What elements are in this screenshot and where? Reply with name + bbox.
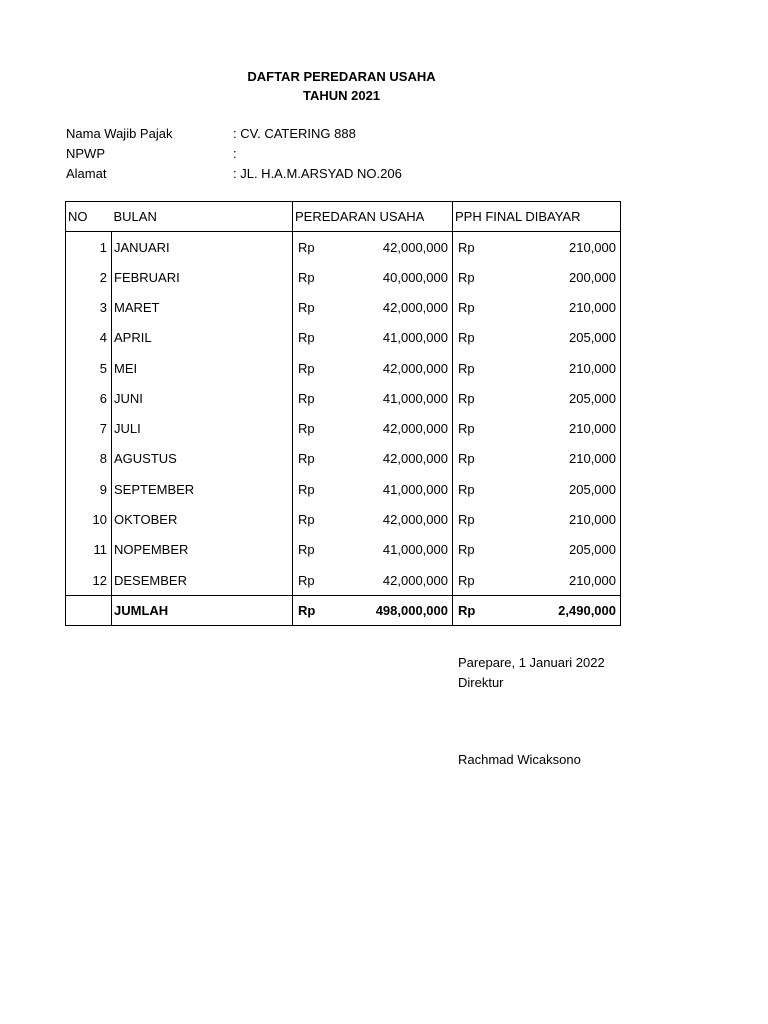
row-pph-cell bbox=[453, 383, 621, 413]
total-pph-cell bbox=[453, 596, 621, 626]
row-peredaran-cell bbox=[293, 413, 453, 443]
row-pph-cell bbox=[453, 413, 621, 443]
row-no: 10 bbox=[92, 512, 107, 528]
currency-label: Rp bbox=[298, 542, 315, 558]
table-row bbox=[66, 232, 621, 263]
row-pph-cell bbox=[453, 292, 621, 322]
row-month: SEPTEMBER bbox=[112, 474, 293, 504]
table-row bbox=[66, 413, 621, 443]
row-peredaran-cell bbox=[293, 262, 453, 292]
row-peredaran: 42,000,000 bbox=[382, 512, 448, 528]
total-label: JUMLAH bbox=[112, 596, 293, 626]
currency-label: Rp bbox=[298, 451, 315, 467]
row-peredaran-cell bbox=[293, 353, 453, 383]
currency-label: Rp bbox=[458, 572, 475, 588]
row-month: DESEMBER bbox=[112, 565, 293, 596]
row-peredaran-cell bbox=[293, 383, 453, 413]
currency-label: Rp bbox=[298, 481, 315, 497]
total-peredaran: 498,000,000 bbox=[375, 603, 448, 619]
row-peredaran: 40,000,000 bbox=[382, 269, 448, 285]
currency-label: Rp bbox=[298, 603, 316, 619]
row-peredaran-cell bbox=[293, 323, 453, 353]
table-row bbox=[66, 474, 621, 504]
row-peredaran-cell bbox=[293, 474, 453, 504]
row-peredaran: 41,000,000 bbox=[382, 330, 448, 346]
row-peredaran: 42,000,000 bbox=[382, 421, 448, 437]
row-pph: 210,000 bbox=[569, 572, 616, 588]
currency-label: Rp bbox=[298, 390, 315, 406]
row-no: 1 bbox=[99, 240, 107, 255]
row-pph: 210,000 bbox=[569, 299, 616, 315]
currency-label: Rp bbox=[298, 269, 315, 285]
row-no: 4 bbox=[99, 330, 107, 346]
currency-label: Rp bbox=[298, 240, 315, 255]
row-pph: 210,000 bbox=[569, 360, 616, 376]
row-pph-cell bbox=[453, 474, 621, 504]
header-peredaran: PEREDARAN USAHA bbox=[293, 202, 453, 232]
row-pph: 205,000 bbox=[569, 542, 616, 558]
currency-label: Rp bbox=[298, 299, 315, 315]
row-peredaran: 42,000,000 bbox=[382, 572, 448, 588]
table-row bbox=[66, 383, 621, 413]
row-peredaran-cell bbox=[293, 565, 453, 596]
currency-label: Rp bbox=[458, 481, 475, 497]
row-pph-cell bbox=[453, 232, 621, 263]
row-peredaran: 41,000,000 bbox=[382, 481, 448, 497]
row-no: 6 bbox=[99, 390, 107, 406]
signature-place-date: Parepare, 1 Januari 2022 bbox=[458, 655, 605, 670]
row-pph: 205,000 bbox=[569, 330, 616, 346]
row-no: 7 bbox=[99, 421, 107, 437]
row-pph-cell bbox=[453, 444, 621, 474]
row-peredaran: 42,000,000 bbox=[382, 451, 448, 467]
table-row bbox=[66, 262, 621, 292]
row-pph-cell bbox=[453, 323, 621, 353]
row-pph-cell bbox=[453, 262, 621, 292]
currency-label: Rp bbox=[298, 421, 315, 437]
signature-position: Direktur bbox=[458, 675, 504, 690]
row-no: 2 bbox=[99, 269, 107, 285]
row-peredaran-cell bbox=[293, 535, 453, 565]
table-row bbox=[66, 323, 621, 353]
row-peredaran: 42,000,000 bbox=[382, 360, 448, 376]
header-pph: PPH FINAL DIBAYAR bbox=[453, 202, 621, 232]
row-pph-cell bbox=[453, 353, 621, 383]
currency-label: Rp bbox=[458, 240, 475, 255]
row-month: MARET bbox=[112, 292, 293, 322]
header-no: NO bbox=[66, 202, 112, 232]
currency-label: Rp bbox=[458, 390, 475, 406]
row-no: 3 bbox=[99, 299, 107, 315]
currency-label: Rp bbox=[458, 603, 476, 619]
table-row bbox=[66, 444, 621, 474]
row-month: JULI bbox=[112, 413, 293, 443]
row-peredaran: 41,000,000 bbox=[382, 390, 448, 406]
row-month: APRIL bbox=[112, 323, 293, 353]
currency-label: Rp bbox=[298, 360, 315, 376]
currency-label: Rp bbox=[458, 512, 475, 528]
currency-label: Rp bbox=[458, 451, 475, 467]
row-no: 11 bbox=[93, 542, 107, 558]
currency-label: Rp bbox=[458, 421, 475, 437]
row-peredaran-cell bbox=[293, 232, 453, 263]
row-pph-cell bbox=[453, 504, 621, 534]
currency-label: Rp bbox=[458, 299, 475, 315]
total-pph: 2,490,000 bbox=[558, 603, 616, 619]
row-month: JANUARI bbox=[112, 232, 293, 263]
row-peredaran: 42,000,000 bbox=[382, 299, 448, 315]
table-row bbox=[66, 535, 621, 565]
total-peredaran-cell bbox=[293, 596, 453, 626]
row-month: JUNI bbox=[112, 383, 293, 413]
row-pph-cell bbox=[453, 535, 621, 565]
document-title: DAFTAR PEREDARAN USAHA bbox=[247, 69, 436, 84]
table-row bbox=[66, 504, 621, 534]
row-no: 5 bbox=[99, 360, 107, 376]
signature-name: Rachmad Wicaksono bbox=[458, 752, 581, 767]
row-pph: 205,000 bbox=[569, 481, 616, 497]
currency-label: Rp bbox=[298, 512, 315, 528]
row-peredaran-cell bbox=[293, 444, 453, 474]
turnover-table bbox=[65, 201, 621, 626]
info-value: : bbox=[233, 146, 237, 161]
table-row bbox=[66, 353, 621, 383]
info-value: : JL. H.A.M.ARSYAD NO.206 bbox=[233, 166, 402, 181]
currency-label: Rp bbox=[458, 360, 475, 376]
row-no: 8 bbox=[99, 451, 107, 467]
total-row bbox=[66, 596, 621, 626]
table-row bbox=[66, 565, 621, 596]
table-header-row bbox=[66, 202, 621, 232]
row-pph: 210,000 bbox=[569, 451, 616, 467]
info-label: Nama Wajib Pajak bbox=[66, 126, 173, 141]
document-year: TAHUN 2021 bbox=[302, 88, 381, 103]
info-label: Alamat bbox=[66, 166, 107, 181]
row-month: OKTOBER bbox=[112, 504, 293, 534]
row-pph-cell bbox=[453, 565, 621, 596]
row-pph: 205,000 bbox=[569, 390, 616, 406]
row-no: 12 bbox=[92, 572, 107, 588]
currency-label: Rp bbox=[458, 269, 475, 285]
currency-label: Rp bbox=[298, 572, 315, 588]
row-month: FEBRUARI bbox=[112, 262, 293, 292]
info-label: NPWP bbox=[66, 146, 105, 161]
table-body bbox=[66, 232, 621, 596]
row-pph: 200,000 bbox=[569, 269, 616, 285]
row-pph: 210,000 bbox=[569, 240, 616, 255]
row-month: NOPEMBER bbox=[112, 535, 293, 565]
total-no-cell bbox=[66, 596, 112, 626]
currency-label: Rp bbox=[458, 330, 475, 346]
row-peredaran: 41,000,000 bbox=[382, 542, 448, 558]
row-month: MEI bbox=[112, 353, 293, 383]
header-bulan: BULAN bbox=[112, 202, 293, 232]
row-peredaran: 42,000,000 bbox=[382, 240, 448, 255]
row-peredaran-cell bbox=[293, 292, 453, 322]
row-no: 9 bbox=[99, 481, 107, 497]
row-pph: 210,000 bbox=[569, 421, 616, 437]
table-row bbox=[66, 292, 621, 322]
currency-label: Rp bbox=[458, 542, 475, 558]
row-peredaran-cell bbox=[293, 504, 453, 534]
row-pph: 210,000 bbox=[569, 512, 616, 528]
info-value: : CV. CATERING 888 bbox=[233, 126, 356, 141]
row-month: AGUSTUS bbox=[112, 444, 293, 474]
currency-label: Rp bbox=[298, 330, 315, 346]
